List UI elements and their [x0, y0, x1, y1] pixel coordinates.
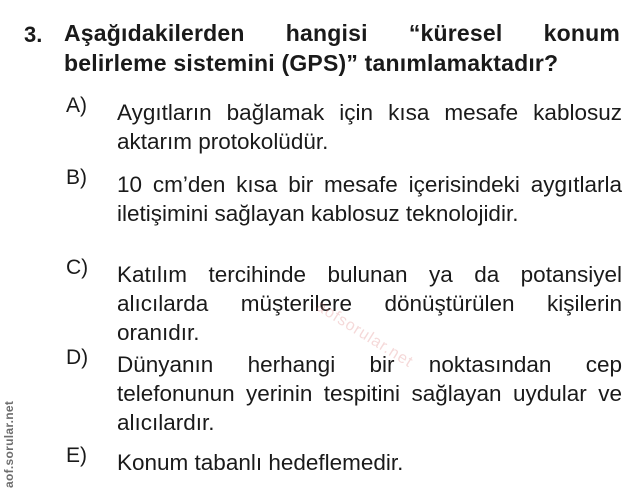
- option-e-letter: E): [66, 444, 87, 467]
- option-a-text: Aygıtların bağlamak için kısa mesafe kablosuz aktarım protokolüdür.: [117, 100, 622, 154]
- option-c-letter: C): [66, 256, 89, 279]
- option-d-letter: D): [66, 346, 89, 369]
- question-number: 3.: [24, 22, 43, 47]
- option-b-letter: B): [66, 166, 87, 189]
- question-stem: Aşağıdakilerden hangisi “küresel konum belirleme sistemini (GPS)” tanımlamaktadır?: [64, 20, 620, 76]
- watermark-side: aof.sorular.net: [2, 400, 16, 488]
- option-a-letter: A): [66, 94, 87, 117]
- option-c-text: Katılım tercihinde bulunan ya da potansiyel alıcılarda müşterilere dönüştürülen kişilerin oranıdır.: [117, 262, 622, 345]
- option-e-text: Konum tabanlı hedeflemedir.: [117, 450, 404, 475]
- option-d-text: Dünyanın herhangi bir noktasından cep telefonunun yerinin tespitini sağlayan uydular ve alıcılardır.: [117, 352, 622, 435]
- watermark-diagonal: aofsorular.net: [312, 298, 417, 372]
- option-b-text: 10 cm’den kısa bir mesafe içerisindeki aygıtlarla iletişimini sağlayan kablosuz teknolojidir.: [117, 172, 622, 226]
